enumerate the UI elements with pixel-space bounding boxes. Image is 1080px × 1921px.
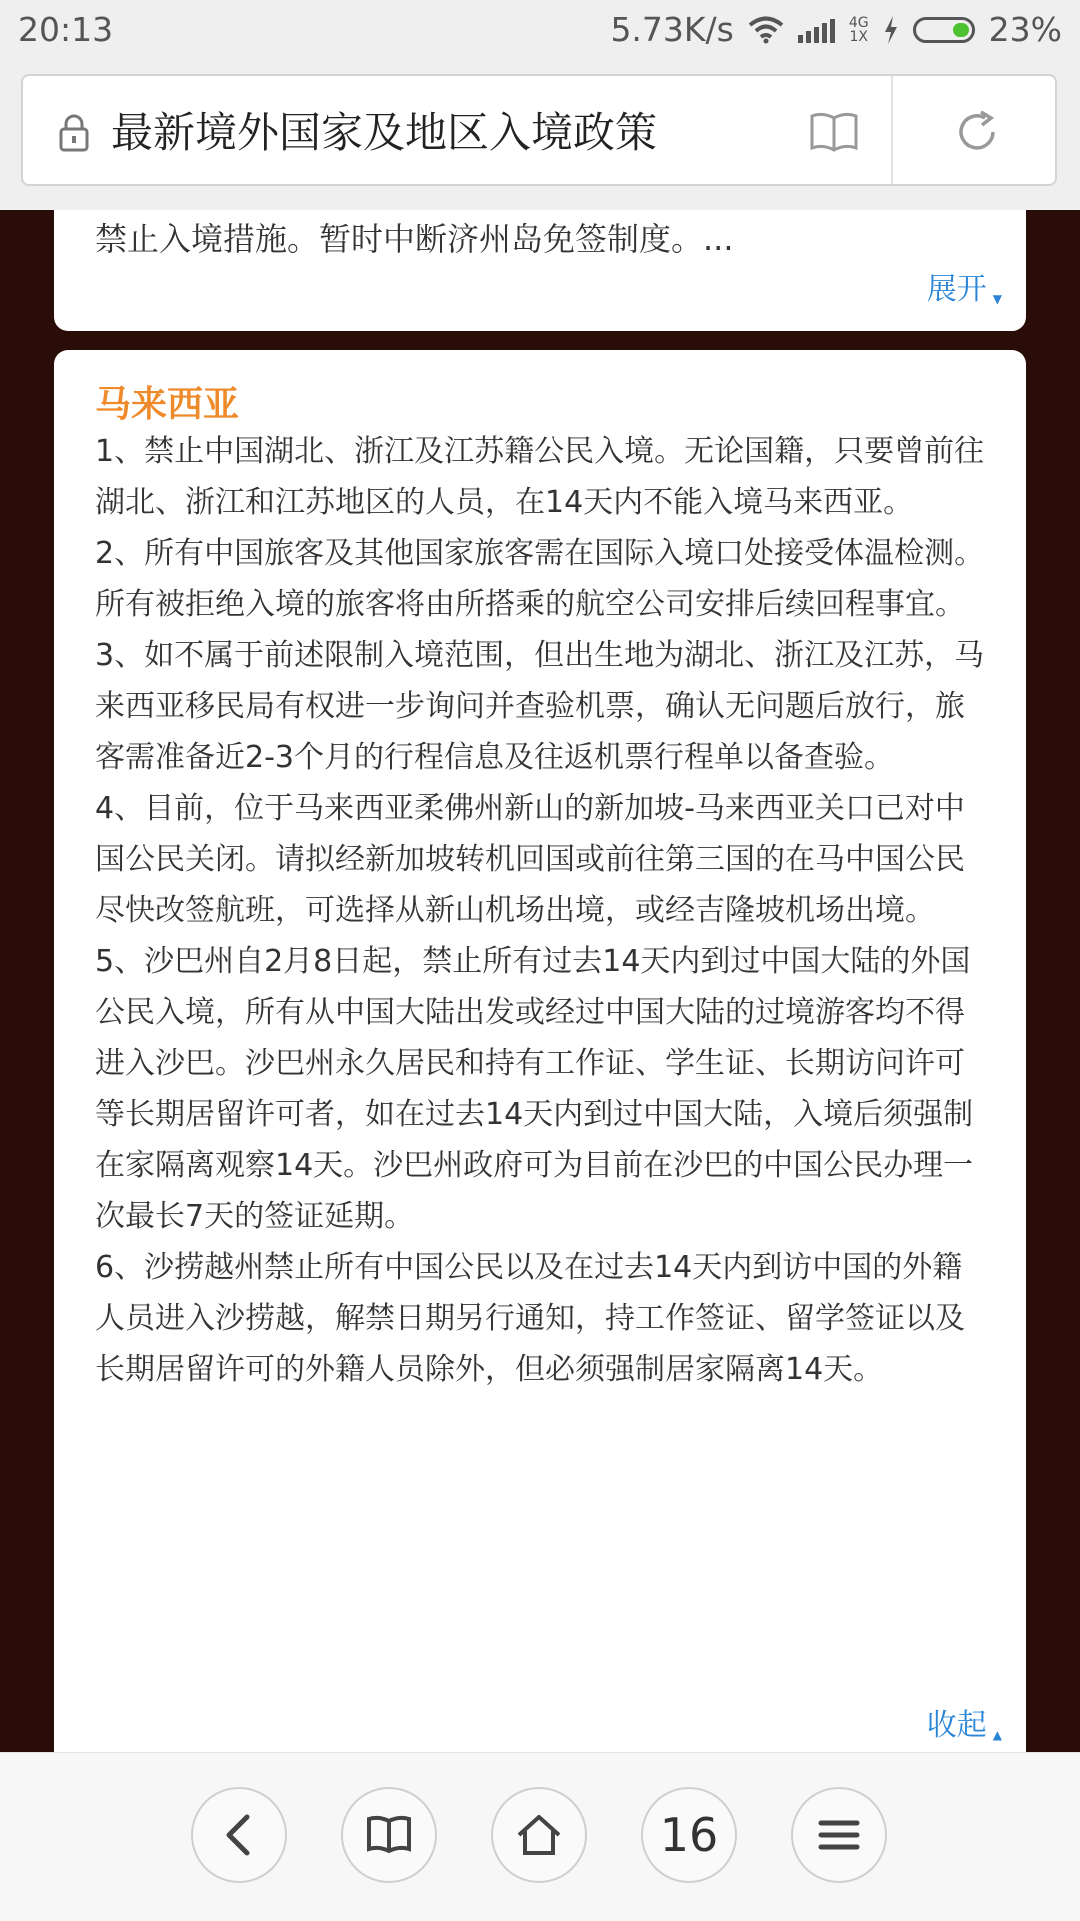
home-button[interactable] — [491, 1787, 587, 1883]
card-body — [95, 426, 985, 1395]
bookmarks-button[interactable] — [341, 1787, 437, 1883]
page-content[interactable] — [0, 210, 1080, 1752]
menu-icon — [818, 1818, 860, 1852]
signal-strength-icon — [798, 17, 835, 43]
wifi-icon — [748, 16, 784, 44]
reload-icon[interactable] — [953, 108, 1001, 156]
policy-item: 5、沙巴州自2月8日起，禁止所有过去14天内到过中国大陆的外国公民入境，所有从中国大陆出发或经过中国大陆的过境游客均不得进入沙巴。沙巴州永久居民和持有工作证、学生证、长期访问许可等长期居留许可者，如在过去14天内到过中国大陆，入境后须强制在家隔离观察14天。沙巴州政府可为目前在沙巴的中国公民办理一次最长7天的签证延期。 — [95, 944, 974, 1234]
browser-header — [0, 62, 1080, 211]
network-type-top: 4G — [848, 14, 869, 31]
status-indicators — [610, 10, 1062, 49]
battery-icon — [913, 17, 975, 43]
collapse-button[interactable] — [927, 1700, 1002, 1744]
address-bar-divider — [891, 76, 893, 184]
policy-item: 2、所有中国旅客及其他国家旅客需在国际入境口处接受体温检测。所有被拒绝入境的旅客将由所搭乘的航空公司安排后续回程事宜。 — [95, 536, 985, 622]
page-title: 最新境外国家及地区入境政策 — [111, 108, 658, 157]
lock-icon — [59, 114, 89, 152]
expand-label: 展开 — [926, 272, 987, 307]
reader-mode-icon[interactable] — [809, 112, 859, 152]
triangle-down-icon: ▼ — [992, 292, 1002, 306]
address-bar[interactable] — [21, 74, 1057, 186]
back-button[interactable] — [191, 1787, 287, 1883]
policy-item: 3、如不属于前述限制入境范围，但出生地为湖北、浙江及江苏，马来西亚移民局有权进一步询问并查验机票，确认无问题后放行，旅客需准备近2-3个月的行程信息及往返机票行程单以备查验。 — [95, 638, 985, 775]
status-time: 20:13 — [18, 10, 114, 49]
card-snippet: 禁止入境措施。暂时中断济州岛免签制度。... — [95, 220, 734, 258]
book-icon — [365, 1815, 413, 1855]
charging-icon — [883, 16, 899, 44]
network-type — [849, 16, 869, 44]
menu-button[interactable] — [791, 1787, 887, 1883]
status-bar — [0, 0, 1080, 62]
network-type-bottom: 1X — [849, 28, 868, 45]
tabs-button[interactable] — [641, 1787, 737, 1883]
policy-item: 4、目前，位于马来西亚柔佛州新山的新加坡-马来西亚关口已对中国公民关闭。请拟经新加坡转机回国或前往第三国的在马中国公民尽快改签航班，可选择从新山机场出境，或经吉隆坡机场出境。 — [95, 791, 965, 928]
policy-card-malaysia — [54, 350, 1026, 1752]
expand-button[interactable] — [927, 264, 1002, 308]
home-icon — [515, 1813, 563, 1857]
policy-item: 1、禁止中国湖北、浙江及江苏籍公民入境。无论国籍，只要曾前往湖北、浙江和江苏地区的人员，在14天内不能入境马来西亚。 — [95, 434, 985, 520]
battery-level: 23% — [988, 10, 1062, 49]
policy-card-previous — [54, 210, 1026, 331]
network-speed: 5.73K/s — [610, 10, 734, 49]
tab-count: 16 — [659, 1808, 719, 1862]
collapse-label: 收起 — [926, 1708, 987, 1743]
triangle-up-icon: ▲ — [992, 1728, 1002, 1742]
card-heading: 马来西亚 — [95, 384, 240, 425]
policy-item: 6、沙捞越州禁止所有中国公民以及在过去14天内到访中国的外籍人员进入沙捞越，解禁日期另行通知，持工作签证、留学签证以及长期居留许可的外籍人员除外，但必须强制居家隔离14天。 — [95, 1250, 965, 1387]
bottom-toolbar — [0, 1752, 1080, 1921]
chevron-left-icon — [219, 1813, 259, 1857]
